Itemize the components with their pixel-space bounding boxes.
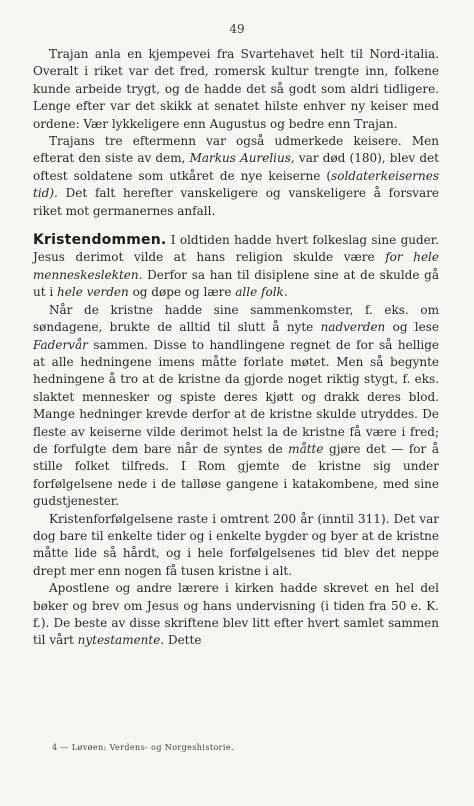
- section-heading: Kristendommen.: [33, 232, 167, 249]
- italic-text: for hele menneskeslekten: [33, 250, 439, 282]
- body-text: og døpe og lære: [128, 285, 236, 300]
- italic-text: soldaterkeisernes tid): [33, 168, 439, 201]
- body-text: Når de kristne hadde sine sammenkomster, f. eks. om søndagene, brukte de alltid til slutt å nyte: [33, 302, 439, 335]
- paragraph-trajan: [33, 46, 439, 133]
- body-text: . Dette: [160, 633, 202, 648]
- body-text: Apostlene og andre lærere i kirken hadde skrevet en hel del bøker og brev om Jesus og hans undervisning (i tiden fra 50 e. K. f.). De beste av disse skriftene blev litt efter hvert samlet sammen til vårt: [33, 581, 439, 648]
- body-text: sammen. Disse to handlingene regnet de for så hellige at alle hedningene imens måtte forlate møtet. Men så begynte hedningene å tro at de kristne da gjorde noget riktig stygt, f. eks. slaktet mennesker og spiste deres kjøtt og drakk deres blod. Mange hedninger krevde derfor at de kristne skulde utryddes. De fleste av keiserne vilde derimot helst la de kristne få være i fred; de forfulgte dem bare når de syntes de: [33, 337, 439, 456]
- body-text: , var død (180), blev det oftest soldatene som utkåret de nye keiserne (: [33, 151, 439, 183]
- body-text: .: [283, 285, 288, 300]
- italic-text: måtte: [288, 441, 324, 456]
- italic-text: nytestamente: [77, 633, 161, 648]
- paragraph-successors: [33, 133, 439, 220]
- italic-text: Fadervår: [33, 337, 88, 352]
- text-column: [33, 46, 439, 650]
- body-text: Kristenforfølgelsene raste i omtrent 200 år (inntil 311). Det var dog bare til enkelte tider og i enkelte bygder og byer at de kristne måtte lide så hårdt, og i hele forfølgelsenes tid blev det neppe drept mer enn nogen få tusen kristne i alt.: [33, 511, 439, 578]
- body-text: . Det falt herefter vanskeligere og vanskeligere å forsvare riket mot germanernes anfall.: [33, 186, 439, 218]
- footer-signature: 4 — Løvøen: Verdens- og Norgeshistorie.: [52, 743, 234, 752]
- body-text: gjøre det — for å stille folket tilfreds. I Rom gjemte de kristne sig under forfølgelsene nede i de talløse gangene i katakombene, med sine gudstjenester.: [33, 441, 439, 509]
- paragraph-forfolgelser: [33, 511, 439, 581]
- italic-text: nadverden: [320, 320, 386, 335]
- paragraph-apostlene: [33, 580, 439, 650]
- italic-text: Markus Aurelius: [189, 151, 291, 166]
- paragraph-kristendommen: [33, 232, 439, 302]
- body-text: og lese: [385, 320, 439, 335]
- italic-text: alle folk: [235, 285, 284, 300]
- page-number: 49: [229, 22, 245, 36]
- italic-text: hele verden: [57, 285, 129, 300]
- body-text: Trajan anla en kjempevei fra Svartehavet helt til Nord-italia. Overalt i riket var det fred, romersk kultur trengte inn, folkene kunde arbeide trygt, og de hadde det så godt som aldri tidligere. Lenge efter var det skikk at senatet hilste enhver ny keiser med ordene: Vær lykkeligere enn Augustus og bedre enn Trajan.: [33, 47, 439, 131]
- body-text: . Derfor sa han til disiplene sine at de skulde gå ut i: [33, 267, 439, 300]
- body-text: I oldtiden hadde hvert folkeslag sine guder. Jesus derimot vilde at hans religion skulde være: [33, 233, 439, 265]
- paragraph-sammenkomster: [33, 302, 439, 511]
- body-text: Trajans tre eftermenn var også udmerkede keisere. Men efterat den siste av dem,: [33, 134, 439, 166]
